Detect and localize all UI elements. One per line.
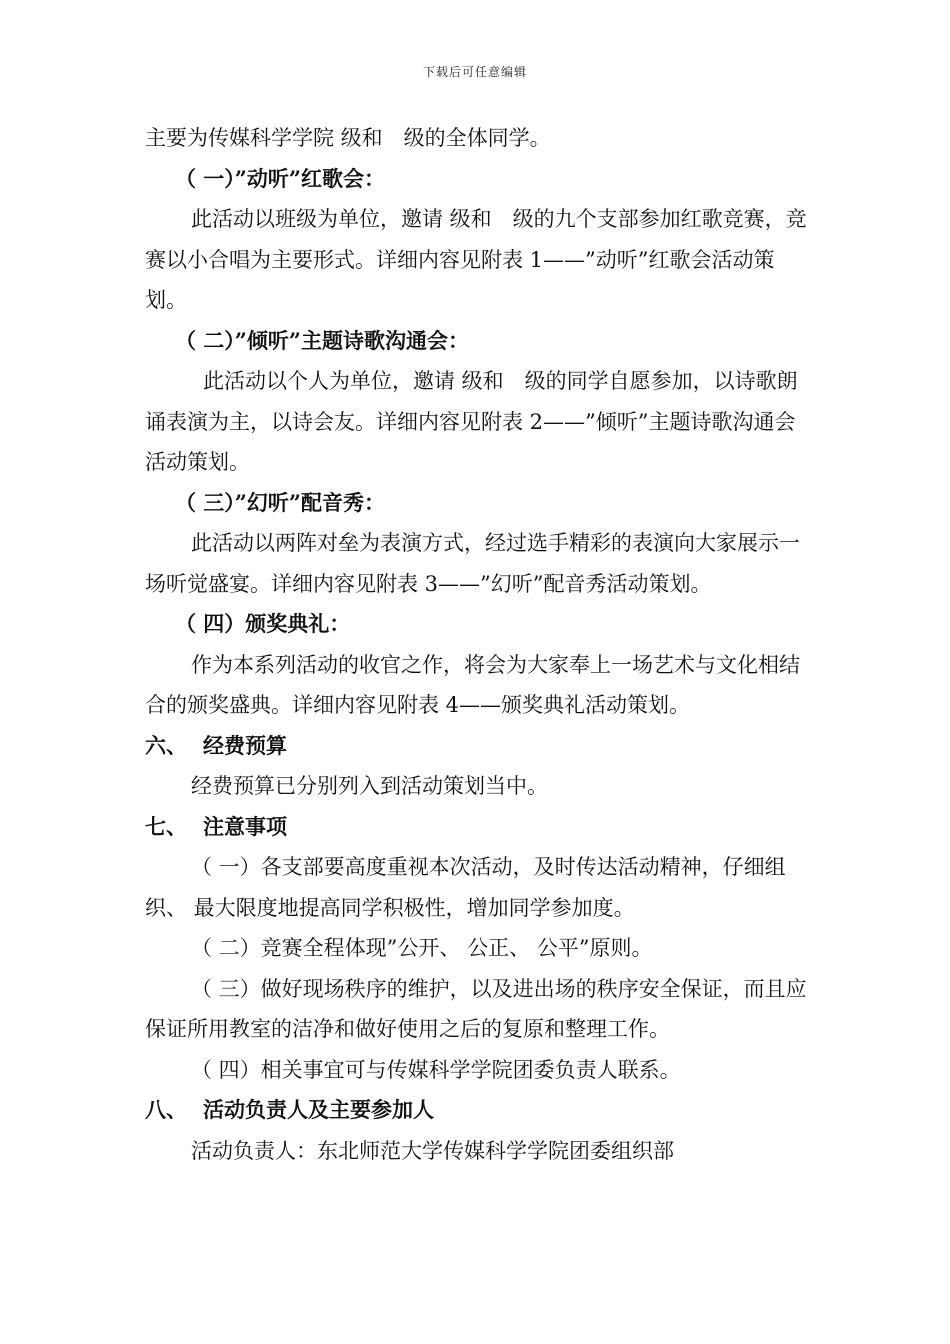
paragraph-note-3: （ 三）做好现场秩序的维护，以及进出场的秩序安全保证，而且应保证所用教室的洁净和做好使用之后的复原和整理工作。 bbox=[145, 976, 807, 1041]
subheading-poetry: （ 二）”倾听”主题诗歌沟通会： bbox=[175, 327, 469, 353]
paragraph-note-1: （ 一）各支部要高度重视本次活动，及时传达活动精神，仔细组织、 最大限度地提高同学积极性，增加同学参加度。 bbox=[145, 855, 786, 920]
subheading-red-song: （ 一）”动听”红歌会： bbox=[175, 165, 385, 191]
paragraph-dubbing: 此活动以两阵对垒为表演方式，经过选手精彩的表演向大家展示一场听觉盛宴。详细内容见附表 3——”幻听”配音秀活动策划。 bbox=[145, 531, 800, 596]
document-body bbox=[145, 118, 810, 1171]
subheading-dubbing: （ 三）”幻听”配音秀： bbox=[175, 489, 385, 515]
page-header: 下载后可任意编辑 bbox=[422, 65, 527, 79]
section-title: 注意事项 bbox=[203, 813, 287, 839]
section-title: 经费预算 bbox=[203, 732, 287, 758]
section-number: 六、 bbox=[145, 732, 187, 758]
section-number: 七、 bbox=[145, 813, 187, 839]
paragraph-poetry: 此活动以个人为单位，邀请 级和 级的同学自愿参加，以诗歌朗诵表演为主，以诗会友。详细内容见附表 2——”倾听”主题诗歌沟通会活动策划。 bbox=[145, 369, 798, 474]
section-heading-notes bbox=[145, 807, 810, 848]
paragraph-budget: 经费预算已分别列入到活动策划当中。 bbox=[191, 774, 548, 798]
paragraph-red-song: 此活动以班级为单位，邀请 级和 级的九个支部参加红歌竞赛，竞赛以小合唱为主要形式。详细内容见附表 1——”动听”红歌会活动策划。 bbox=[145, 207, 807, 312]
section-heading-budget bbox=[145, 726, 810, 767]
paragraph-award: 作为本系列活动的收官之作，将会为大家奉上一场艺术与文化相结合的颁奖盛典。详细内容见附表 4——颁奖典礼活动策划。 bbox=[145, 652, 800, 717]
paragraph-person-in-charge: 活动负责人：东北师范大学传媒科学学院团委组织部 bbox=[191, 1138, 674, 1163]
subheading-award: （ 四）颁奖典礼： bbox=[175, 611, 351, 636]
intro-line: 主要为传媒科学学院 级和 级的全体同学。 bbox=[145, 126, 551, 150]
paragraph-note-2: （ 二）竞赛全程体现”公开、 公正、 公平”原则。 bbox=[191, 936, 653, 960]
paragraph-note-4: （ 四）相关事宜可与传媒科学学院团委负责人联系。 bbox=[191, 1057, 681, 1082]
section-number: 八、 bbox=[145, 1097, 187, 1122]
section-heading-persons bbox=[145, 1090, 810, 1131]
section-title: 活动负责人及主要参加人 bbox=[203, 1097, 434, 1122]
